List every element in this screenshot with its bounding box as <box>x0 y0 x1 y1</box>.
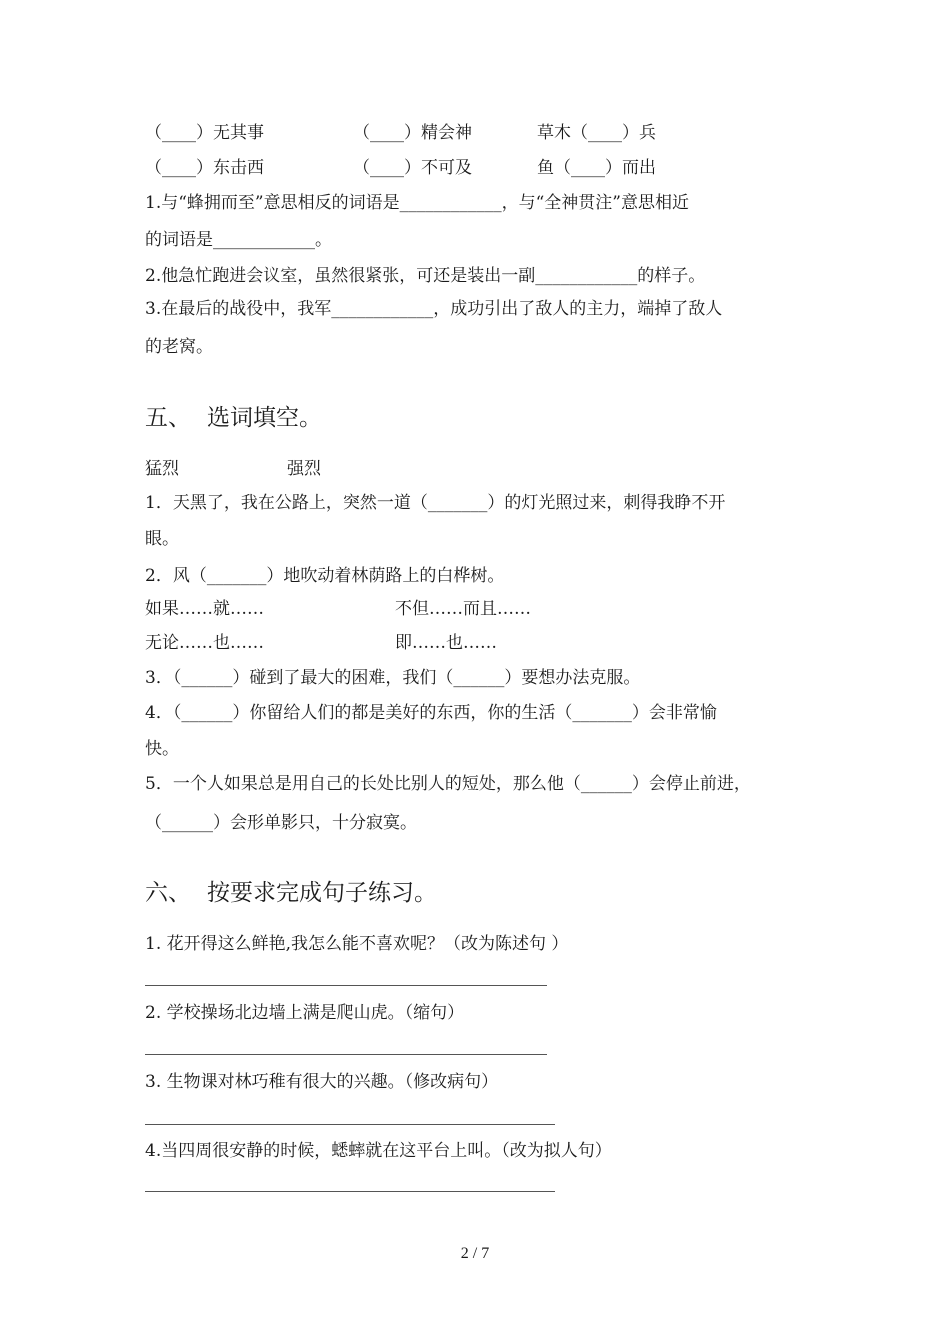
section-6-heading <box>145 878 437 908</box>
word-choice: 不但……而且…… <box>395 599 531 619</box>
section-6-title: 按要求完成句子练习。 <box>207 880 437 906</box>
section-5-heading <box>145 403 322 433</box>
word-choices-2 <box>145 598 531 620</box>
idiom-blank: （____）不可及 <box>353 158 472 178</box>
section-6-number: 六、 <box>145 880 191 906</box>
page-number: 2 / 7 <box>460 1245 490 1262</box>
word-choice: 强烈 <box>287 459 321 479</box>
s6-item-2: 2. 学校操场北边墙上满是爬山虎。（缩句） <box>145 1003 465 1023</box>
s6-item-4: 4.当四周很安静的时候，蟋蟀就在这平台上叫。（改为拟人句） <box>145 1141 612 1161</box>
section-5-number: 五、 <box>145 405 191 431</box>
idiom-row-1 <box>145 122 656 144</box>
word-choices-3 <box>145 632 497 654</box>
s5-line-5: 4．（______）你留给人们的都是美好的东西，你的生活（_______）会非常愉 <box>145 703 717 723</box>
q4-line-3: 2.他急忙跑进会议室，虽然很紧张，可还是装出一副____________的样子。 <box>145 266 706 286</box>
idiom-blank: （____）精会神 <box>353 123 472 143</box>
s5-line-3: 2．风（_______）地吹动着林荫路上的白桦树。 <box>145 566 505 586</box>
idiom-blank: 草木（____）兵 <box>537 123 656 143</box>
answer-line[interactable] <box>145 1191 555 1192</box>
answer-line[interactable] <box>145 985 547 986</box>
s6-item-3: 3. 生物课对林巧稚有很大的兴趣。（修改病句） <box>145 1072 499 1092</box>
s5-line-2: 眼。 <box>145 529 179 549</box>
s5-line-7: 5．一个人如果总是用自己的长处比别人的短处，那么他（______）会停止前进， <box>145 774 751 794</box>
word-choice: 猛烈 <box>145 459 179 479</box>
s5-line-4: 3．（______）碰到了最大的困难，我们（______）要想办法克服。 <box>145 668 641 688</box>
q4-line-5: 的老窝。 <box>145 337 213 357</box>
section-5-title: 选词填空。 <box>207 405 322 431</box>
s5-line-1: 1．天黑了，我在公路上，突然一道（_______）的灯光照过来，刺得我睁不开 <box>145 493 726 513</box>
idiom-blank: （____）东击西 <box>145 158 264 178</box>
idiom-blank: 鱼（____）而出 <box>537 158 656 178</box>
answer-line[interactable] <box>145 1124 555 1125</box>
answer-line[interactable] <box>145 1054 547 1055</box>
word-choice: 如果……就…… <box>145 599 264 619</box>
q4-line-4: 3.在最后的战役中，我军____________，成功引出了敌人的主力，端掉了敌人 <box>145 299 723 319</box>
s6-item-1: 1. 花开得这么鲜艳,我怎么能不喜欢呢？（改为陈述句 ） <box>145 934 569 954</box>
q4-line-2: 的词语是____________。 <box>145 230 332 250</box>
word-choices-1 <box>145 458 321 480</box>
q4-line-1: 1.与“蜂拥而至”意思相反的词语是____________，与“全神贯注”意思相近 <box>145 193 689 213</box>
word-choice: 无论……也…… <box>145 633 264 653</box>
word-choice: 即……也…… <box>395 633 497 653</box>
s5-line-8: （______）会形单影只，十分寂寞。 <box>145 813 417 833</box>
idiom-row-2 <box>145 157 656 179</box>
idiom-blank: （____）无其事 <box>145 123 264 143</box>
s5-line-6: 快。 <box>145 739 179 759</box>
